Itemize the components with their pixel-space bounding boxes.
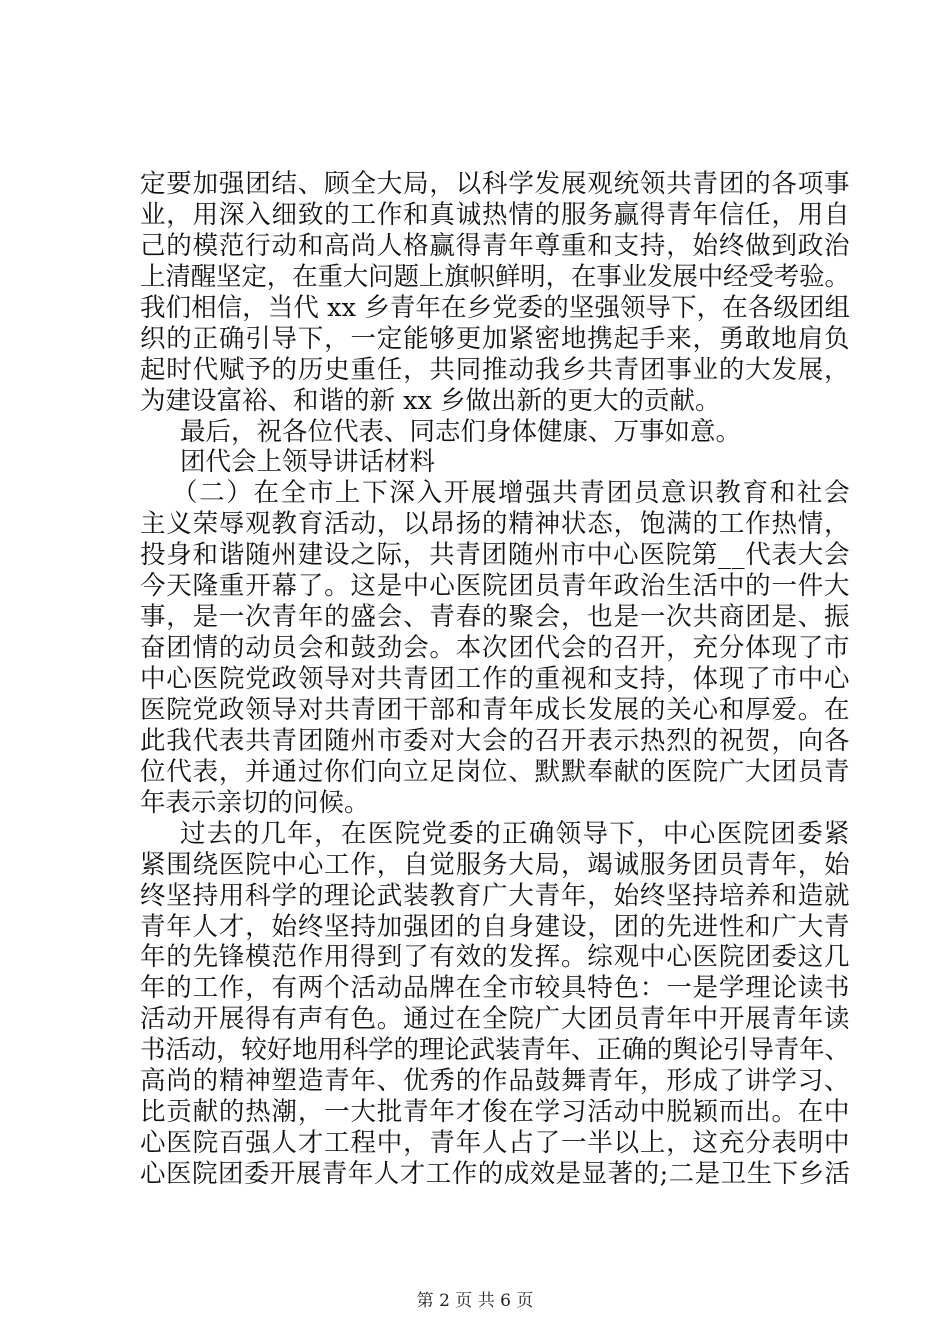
text-line: 定要加强团结、顾全大局，以科学发展观统领共青团的各项事 — [140, 169, 851, 199]
text-line: 比贡献的热潮，一大批青年才俊在学习活动中脱颖而出。在中 — [140, 1097, 851, 1127]
text-line: 年的工作，有两个活动品牌在全市较具特色：一是学理论读书 — [140, 973, 851, 1003]
text-line: 己的模范行动和高尚人格赢得青年尊重和支持，始终做到政治 — [140, 231, 851, 261]
text-line: 终坚持用科学的理论武装教育广大青年，始终坚持培养和造就 — [140, 881, 851, 911]
text-line: 主义荣辱观教育活动，以昂扬的精神状态，饱满的工作热情， — [140, 509, 851, 539]
text-line: 高尚的精神塑造青年、优秀的作品鼓舞青年，形成了讲学习、 — [140, 1066, 851, 1096]
text-line: 事，是一次青年的盛会、青春的聚会，也是一次共商团是、振 — [140, 602, 851, 632]
text-line: 年表示亲切的问候。 — [140, 788, 370, 818]
text-line: （二）在全市上下深入开展增强共青团员意识教育和社会 — [172, 478, 852, 508]
text-line: 心医院百强人才工程中，青年人占了一半以上，这充分表明中 — [140, 1128, 851, 1158]
text-line: 织的正确引导下，一定能够更加紧密地携起手来，勇敢地肩负 — [140, 324, 851, 354]
text-line: 中心医院党政领导对共青团工作的重视和支持，体现了市中心 — [140, 664, 851, 694]
section-title: 团代会上领导讲话材料 — [180, 447, 436, 477]
text-line: 活动开展得有声有色。通过在全院广大团员青年中开展青年读 — [140, 1004, 851, 1034]
text-line: 青年人才，始终坚持加强团的自身建设，团的先进性和广大青 — [140, 912, 851, 942]
page-footer: 第 2 页 共 6 页 — [416, 1291, 534, 1311]
text-line: 起时代赋予的历史重任，共同推动我乡共青团事业的大发展， — [140, 355, 851, 385]
text-line: 医院党政领导对共青团干部和青年成长发展的关心和厚爱。在 — [140, 695, 851, 725]
text-line: 业，用深入细致的工作和真诚热情的服务赢得青年信任，用自 — [140, 200, 851, 230]
text-line: 我们相信，当代 xx 乡青年在乡党委的坚强领导下，在各级团组 — [140, 293, 851, 323]
text-line: 奋团情的动员会和鼓劲会。本次团代会的召开，充分体现了市 — [140, 633, 851, 663]
text-line: 为建设富裕、和谐的新 xx 乡做出新的更大的贡献。 — [140, 386, 721, 416]
text-line: 上清醒坚定，在重大问题上旗帜鲜明，在事业发展中经受考验。 — [140, 262, 850, 292]
text-line: 年的先锋模范作用得到了有效的发挥。综观中心医院团委这几 — [140, 942, 851, 972]
text-line: 位代表，并通过你们向立足岗位、默默奉献的医院广大团员青 — [140, 757, 851, 787]
text-line: 最后，祝各位代表、同志们身体健康、万事如意。 — [180, 417, 742, 447]
text-line: 紧围绕医院中心工作，自觉服务大局，竭诚服务团员青年，始 — [140, 850, 851, 880]
text-line: 心医院团委开展青年人才工作的成效是显著的;二是卫生下乡活 — [140, 1159, 851, 1189]
text-line: 过去的几年，在医院党委的正确领导下，中心医院团委紧 — [180, 819, 851, 849]
text-line: 投身和谐随州建设之际，共青团随州市中心医院第__代表大会 — [140, 540, 851, 570]
text-line: 此我代表共青团随州市委对大会的召开表示热烈的祝贺，向各 — [140, 726, 851, 756]
text-line: 今天隆重开幕了。这是中心医院团员青年政治生活中的一件大 — [140, 571, 851, 601]
text-line: 书活动，较好地用科学的理论武装青年、正确的舆论引导青年、 — [140, 1035, 850, 1065]
